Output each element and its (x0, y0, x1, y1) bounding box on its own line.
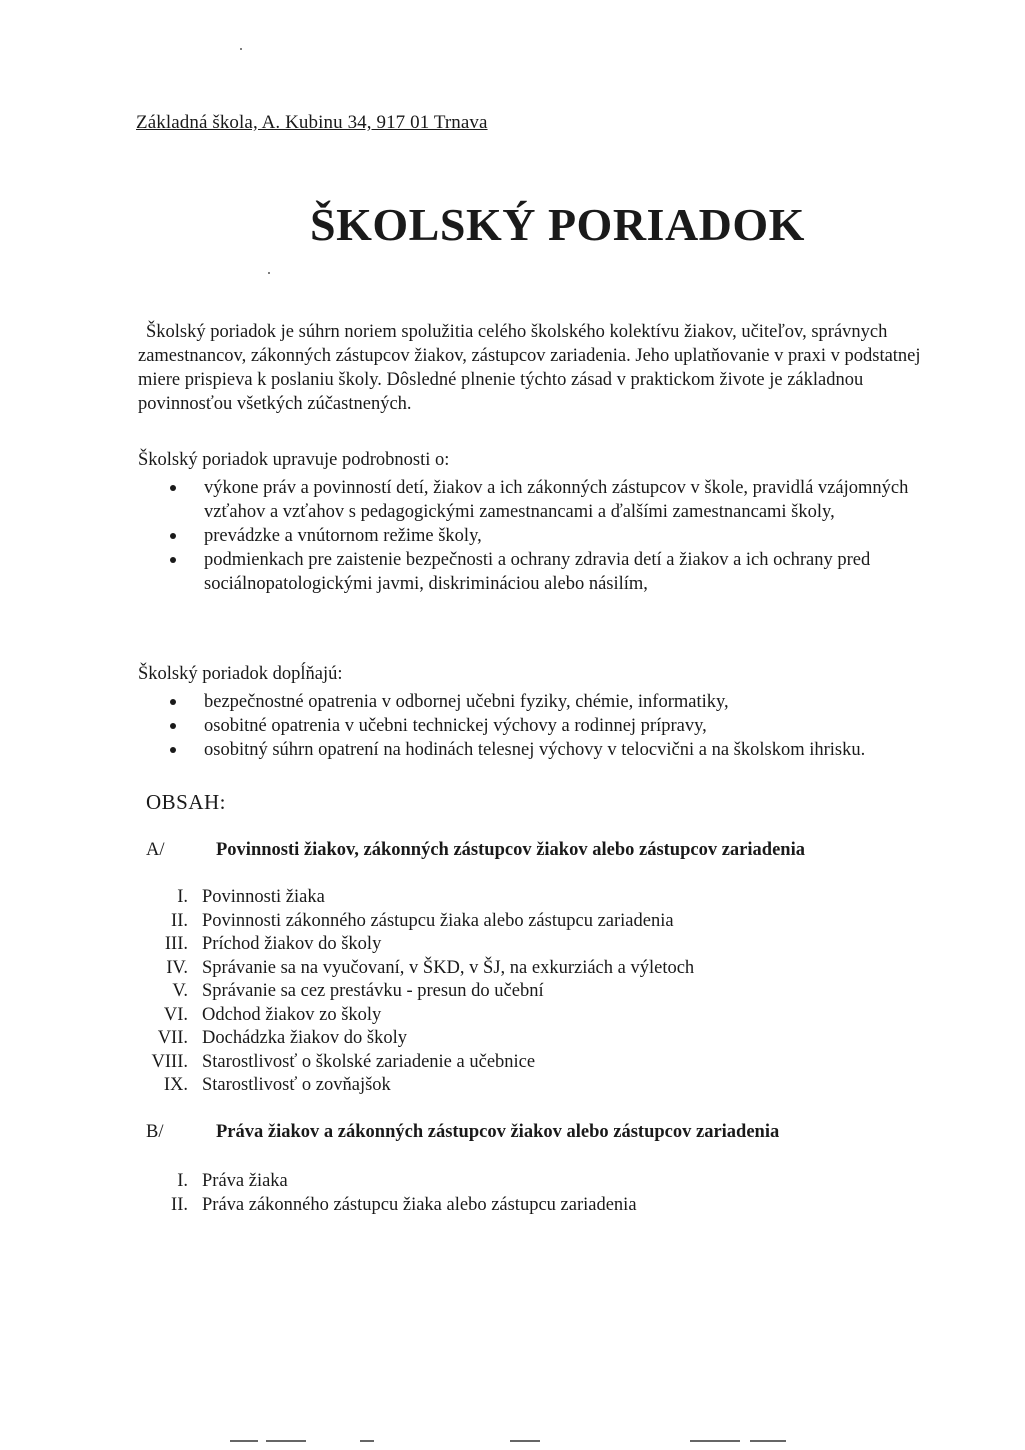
toc-number: II. (171, 1194, 188, 1215)
toc-number: IX. (163, 1075, 188, 1095)
list-item (168, 476, 963, 524)
bullet-icon (170, 723, 176, 729)
list-item-text: osobitný súhrn opatrení na hodinách telesnej výchovy v telocvični a na školskom ihrisku. (204, 740, 866, 760)
toc-item (140, 980, 694, 1004)
list-item-text: podmienkach pre zaistenie bezpečnosti a ochrany zdravia detí a žiakov a ich ochrany pred sociálnopatologickými javmi, diskrimináciou alebo násilím, (204, 550, 871, 594)
regulates-lead: Školský poriadok upravuje podrobnosti o: (138, 450, 450, 470)
toc-number: III. (164, 934, 188, 954)
toc-item (140, 1170, 637, 1194)
toc-number: I. (177, 887, 188, 907)
school-address-header: Základná škola, A. Kubinu 34, 917 01 Trnava (136, 112, 488, 133)
toc-number: VII. (157, 1028, 188, 1048)
toc-item (140, 1194, 637, 1218)
toc-text: Povinnosti zákonného zástupcu žiaka alebo zástupcu zariadenia (202, 910, 674, 931)
part-a-letter: A/ (146, 840, 165, 860)
toc-item (140, 1074, 694, 1098)
toc-text: Povinnosti žiaka (202, 887, 325, 907)
supplements-list (168, 690, 963, 762)
intro-paragraph: Školský poriadok je súhrn noriem spolužitia celého školského kolektívu žiakov, učiteľov, správnych zamestnancov, zákonných zástupcov žiakov, zástupcov zariadenia. Jeho uplatňovanie v praxi v podstatnej miere prispieva k poslaniu školy. Dôsledné plnenie týchto zásad v praktickom živote je základnou povinnosťou všetkých zúčastnených. (138, 322, 921, 414)
list-item-text: osobitné opatrenia v učebni technickej výchovy a rodinnej prípravy, (204, 716, 707, 736)
bullet-icon (170, 557, 176, 563)
toc-number: V. (172, 981, 188, 1001)
bullet-icon (170, 747, 176, 753)
toc-text: Starostlivosť o školské zariadenie a učebnice (202, 1051, 536, 1072)
bullet-icon (170, 699, 176, 705)
toc-text: Správanie sa na vyučovaní, v ŠKD, v ŠJ, na exkurziách a výletoch (202, 957, 695, 978)
toc-text: Práva zákonného zástupcu žiaka alebo zástupcu zariadenia (202, 1194, 637, 1215)
toc-item (140, 1004, 694, 1028)
toc-item (140, 910, 694, 934)
part-a-heading (146, 840, 946, 861)
toc-number: VI. (163, 1004, 188, 1025)
part-a-toc (140, 886, 694, 1098)
scan-footer-marks (230, 1440, 790, 1442)
part-a-title: Povinnosti žiakov, zákonných zástupcov žiakov alebo zástupcov zariadenia (216, 840, 805, 860)
toc-number: I. (177, 1171, 188, 1191)
scan-speck (268, 272, 270, 274)
part-b-heading (146, 1122, 946, 1143)
toc-text: Príchod žiakov do školy (202, 934, 382, 954)
bullet-icon (170, 533, 176, 539)
list-item (168, 714, 963, 738)
document-title: ŠKOLSKÝ PORIADOK (310, 199, 805, 250)
toc-number: II. (171, 910, 188, 931)
toc-text: Odchod žiakov zo školy (202, 1004, 382, 1025)
toc-text: Starostlivosť o zovňajšok (202, 1075, 391, 1095)
regulates-list (168, 476, 963, 596)
toc-text: Dochádzka žiakov do školy (202, 1028, 407, 1048)
supplements-lead: Školský poriadok dopĺňajú: (138, 664, 343, 684)
toc-item (140, 957, 694, 981)
list-item (168, 524, 963, 548)
part-b-letter: B/ (146, 1122, 164, 1142)
toc-text: Správanie sa cez prestávku - presun do učební (202, 981, 544, 1001)
list-item-text: bezpečnostné opatrenia v odbornej učebni fyziky, chémie, informatiky, (204, 692, 729, 712)
contents-heading: OBSAH: (146, 790, 227, 814)
list-item-text: prevádzke a vnútornom režime školy, (204, 526, 482, 546)
toc-number: VIII. (151, 1051, 188, 1072)
part-b-toc (140, 1170, 637, 1217)
toc-number: IV. (166, 957, 188, 978)
list-item-text: výkone práv a povinností detí, žiakov a ich zákonných zástupcov v škole, pravidlá vzájomných vzťahov a vzťahov s pedagogickými zamestnancami a ďalšími zamestnancami školy, (204, 478, 909, 522)
bullet-icon (170, 485, 176, 491)
toc-item (140, 886, 694, 910)
toc-item (140, 1051, 694, 1075)
list-item (168, 738, 963, 762)
toc-item (140, 933, 694, 957)
toc-item (140, 1027, 694, 1051)
list-item (168, 548, 963, 596)
part-b-title: Práva žiakov a zákonných zástupcov žiakov alebo zástupcov zariadenia (216, 1122, 780, 1142)
toc-text: Práva žiaka (202, 1171, 288, 1191)
list-item (168, 690, 963, 714)
scan-speck (240, 48, 242, 50)
